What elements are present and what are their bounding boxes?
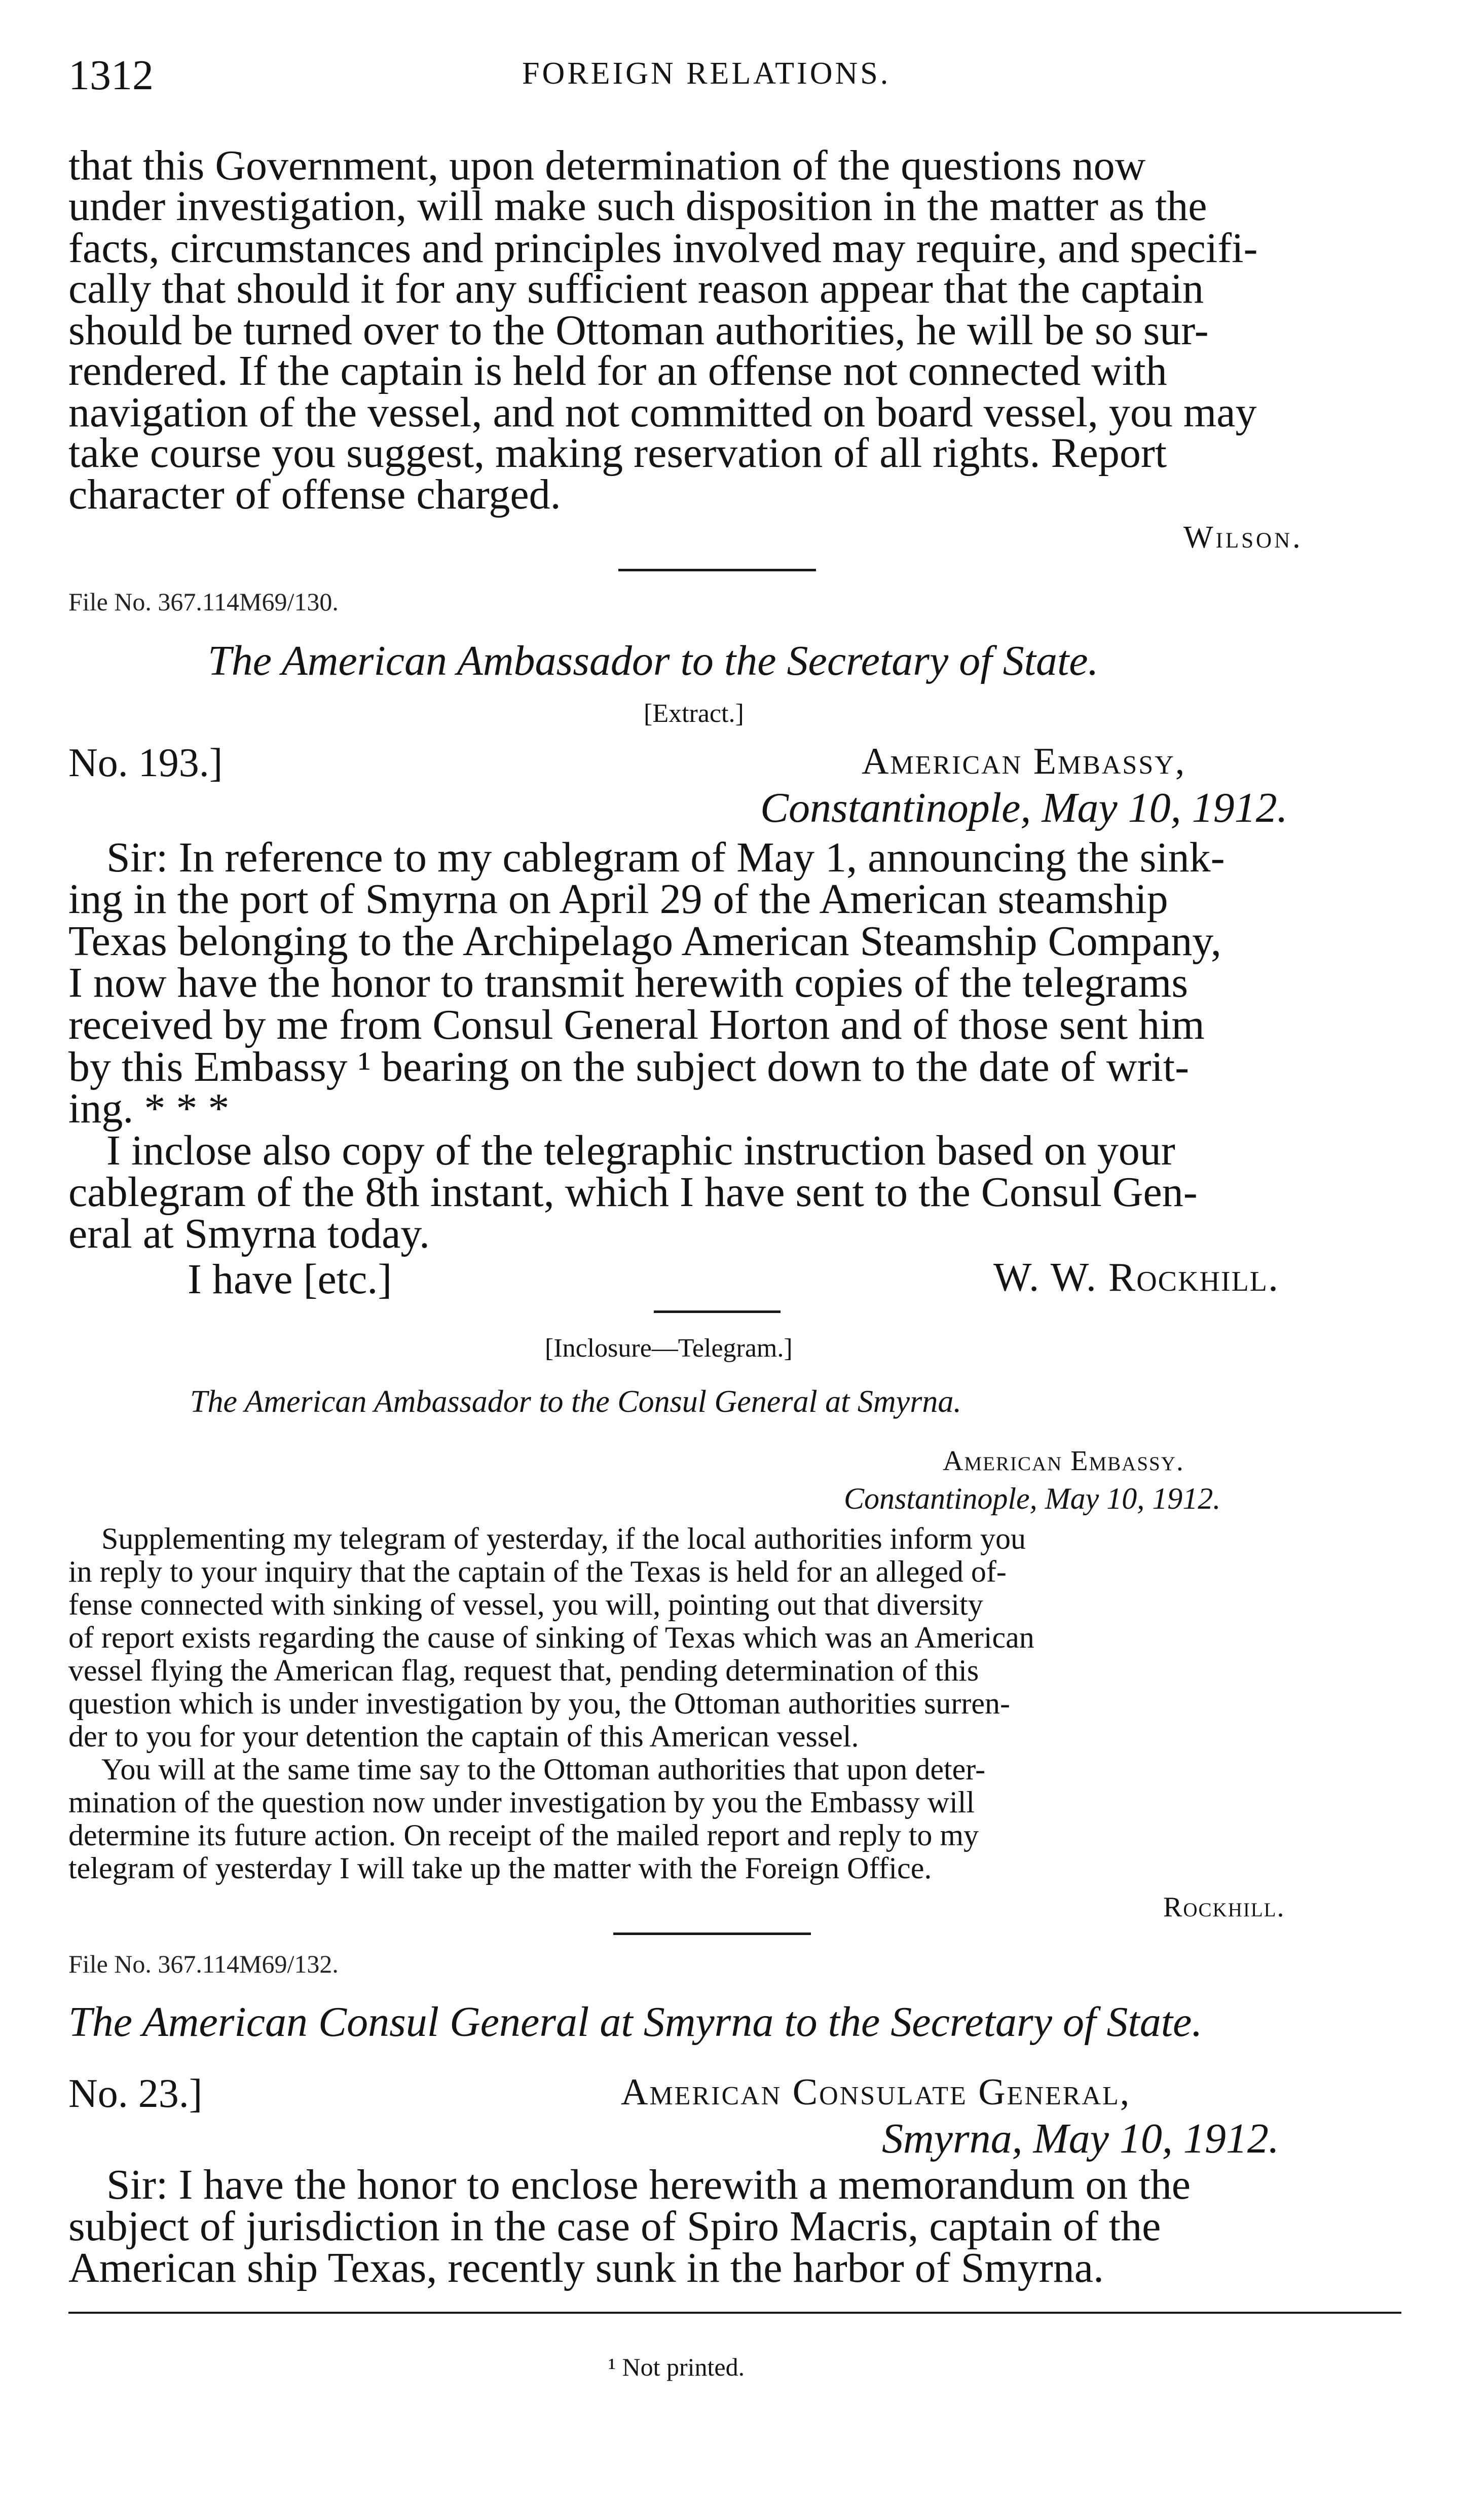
page-number: 1312 xyxy=(68,52,154,99)
dispatch-number: No. 193.] xyxy=(68,741,223,785)
text-line: under investigation, will make such disposition in the matter as the xyxy=(68,183,1207,230)
text-line: telegram of yesterday I will take up the matter with the Foreign Office. xyxy=(68,1851,932,1885)
section-divider xyxy=(654,1310,781,1313)
text-line: vessel flying the American flag, request that, pending determination of this xyxy=(68,1654,979,1687)
text-line: cally that should it for any sufficient reason appear that the captain xyxy=(68,265,1204,312)
text-line: by this Embassy ¹ bearing on the subject down to the date of writ- xyxy=(68,1043,1190,1090)
inclosure-place-date: Constantinople, May 10, 1912. xyxy=(844,1482,1221,1515)
text-line: Supplementing my telegram of yesterday, if the local authorities inform you xyxy=(101,1522,1026,1555)
text-line: Sir: I have the honor to enclose herewith a memorandum on the xyxy=(106,2161,1191,2208)
inclosure-signature: Rockhill. xyxy=(1163,1891,1285,1923)
text-line: mination of the question now under investigation by you the Embassy will xyxy=(68,1785,975,1819)
inclosure-note: [Inclosure—Telegram.] xyxy=(545,1334,793,1363)
text-line: should be turned over to the Ottoman authorities, he will be so sur- xyxy=(68,307,1209,354)
text-line: I inclose also copy of the telegraphic instruction based on your xyxy=(106,1127,1175,1174)
file-number: File No. 367.114M69/132. xyxy=(68,1950,339,1978)
text-line: cablegram of the 8th instant, which I have sent to the Consul Gen- xyxy=(68,1169,1198,1216)
signature-rockhill: W. W. Rockhill. xyxy=(993,1255,1279,1300)
inclosure-office: American Embassy. xyxy=(943,1445,1184,1477)
section-divider xyxy=(613,1933,811,1935)
text-line: Texas belonging to the Archipelago American Steamship Company, xyxy=(68,918,1221,965)
sender-office: American Embassy, xyxy=(862,741,1186,782)
text-line: subject of jurisdiction in the case of Spiro Macris, captain of the xyxy=(68,2203,1161,2250)
text-line: eral at Smyrna today. xyxy=(68,1210,430,1257)
footnote-rule xyxy=(68,2312,1401,2314)
text-line: that this Government, upon determination of the questions now xyxy=(68,142,1146,189)
place-date: Smyrna, May 10, 1912. xyxy=(882,2115,1279,2162)
signature-wilson: Wilson. xyxy=(1183,520,1303,555)
sender-office: American Consulate General, xyxy=(621,2071,1131,2113)
place-date: Constantinople, May 10, 1912. xyxy=(760,784,1288,831)
file-number: File No. 367.114M69/130. xyxy=(68,588,339,616)
text-line: der to you for your detention the captain of this American vessel. xyxy=(68,1720,859,1753)
text-line: American ship Texas, recently sunk in the harbor of Smyrna. xyxy=(68,2244,1104,2291)
text-line: character of offense charged. xyxy=(68,471,561,518)
text-line: of report exists regarding the cause of sinking of Texas which was an American xyxy=(68,1621,1034,1654)
section-divider xyxy=(618,569,816,571)
text-line: in reply to your inquiry that the captain of the Texas is held for an alleged of- xyxy=(68,1555,1007,1588)
text-line: facts, circumstances and principles involved may require, and specifi- xyxy=(68,225,1258,272)
running-title: FOREIGN RELATIONS. xyxy=(522,56,891,91)
text-line: Sir: In reference to my cablegram of May 1, announcing the sink- xyxy=(106,834,1225,881)
text-line: determine its future action. On receipt of the mailed report and reply to my xyxy=(68,1818,979,1852)
text-line: question which is under investigation by you, the Ottoman authorities surren- xyxy=(68,1687,1011,1720)
text-line: received by me from Consul General Horton and of those sent him xyxy=(68,1001,1205,1048)
text-line: You will at the same time say to the Ottoman authorities that upon deter- xyxy=(101,1753,986,1786)
inclosure-heading: The American Ambassador to the Consul General at Smyrna. xyxy=(190,1384,961,1419)
text-line: fense connected with sinking of vessel, you will, pointing out that diversity xyxy=(68,1588,983,1621)
text-line: take course you suggest, making reservation of all rights. Report xyxy=(68,429,1167,477)
text-line: ing. * * * xyxy=(68,1085,230,1132)
dispatch-number: No. 23.] xyxy=(68,2071,203,2116)
text-line: rendered. If the captain is held for an offense not connected with xyxy=(68,347,1167,394)
closing: I have [etc.] xyxy=(188,1256,392,1303)
text-line: I now have the honor to transmit herewith copies of the telegrams xyxy=(68,959,1189,1006)
footnote: ¹ Not printed. xyxy=(608,2353,745,2381)
document-heading: The American Ambassador to the Secretary of State. xyxy=(208,637,1099,684)
document-heading: The American Consul General at Smyrna to the Secretary of State. xyxy=(68,1998,1203,2046)
text-line: navigation of the vessel, and not committed on board vessel, you may xyxy=(68,389,1257,436)
extract-note: [Extract.] xyxy=(644,699,744,728)
text-line: ing in the port of Smyrna on April 29 of the American steamship xyxy=(68,876,1168,923)
